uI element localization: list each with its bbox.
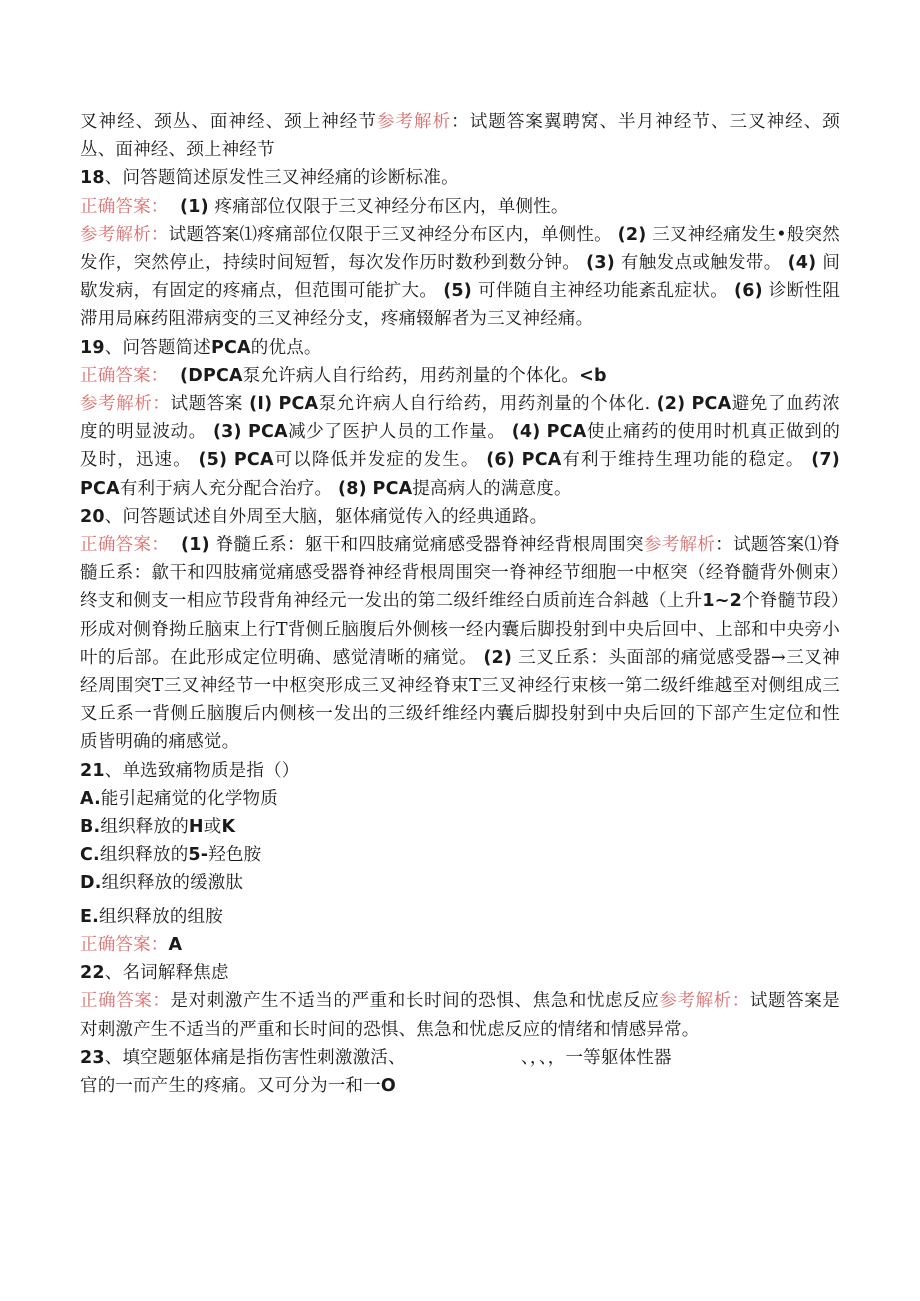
option-b: B.组织释放的H或K bbox=[80, 817, 236, 838]
question-19-answer: 正确答案： (DPCA泵允许病人自行给药，用药剂量的个体化。<b bbox=[80, 365, 607, 386]
question-21-title: 21、单选致痛物质是指（） bbox=[80, 760, 300, 781]
question-19-reference: 参考解析：试题答案 (I) PCA泵允许病人自行给药，用药剂量的个体化. (2) PCA避免了血药浓度的明显波动。 (3) PCA减少了医护人员的工作量。 (4) PCA使止痛药的使用时机真正做到的及时，迅速。 (5) PCA可以降低并发症的发生。 (6) PCA有利于维持生理功能的稳定。 (7) PCA有利于病人充分配合治疗。 (8) PCA提高病人的满意度。 bbox=[80, 394, 841, 499]
question-18-title: 18、问答题简述原发性三叉神经痛的诊断标准。 bbox=[80, 168, 459, 189]
question-23-line2: 官的一而产生的疼痛。又可分为一和一O bbox=[80, 1075, 396, 1096]
question-20-title: 20、问答题试述自外周至大脑，躯体痛觉传入的经典通路。 bbox=[80, 506, 548, 527]
answer-label: 正确答案： bbox=[80, 535, 170, 556]
question-18-answer: 正确答案： (1) 疼痛部位仅限于三叉神经分布区内，单侧性。 bbox=[80, 196, 569, 217]
reference-label: 参考解析 bbox=[643, 535, 716, 556]
answer-label: 正确答案： bbox=[80, 196, 169, 217]
reference-label: 参考解析： bbox=[80, 394, 171, 415]
option-c: C.组织释放的5-羟色胺 bbox=[80, 845, 262, 866]
question-18-reference: 参考解析：试题答案⑴疼痛部位仅限于三叉神经分布区内，单侧性。 (2) 三叉神经痛发生•般突然发作，突然停止，持续时间短暂，每次发作历时数秒到数分钟。 (3) 有触发点或触发带。 (4) 间歇发病，有固定的疼痛点，但范围可能扩大。 (5) 可伴随自主神经功能紊乱症状。 (6) 诊断性阻滞用局麻药阻滞病变的三叉神经分支，疼痛辍解者为三叉神经痛。 bbox=[80, 224, 841, 330]
carryover-paragraph: 叉神经、颈丛、面神经、颈上神经节参考解析：试题答案翼聘窝、半月神经节、三叉神经、颈丛、面神经、颈上神经节 bbox=[80, 112, 840, 161]
question-21-answer: 正确答案：A bbox=[80, 934, 183, 955]
reference-label: 参考解析 bbox=[376, 112, 452, 132]
answer-label: 正确答案： bbox=[80, 934, 169, 955]
answer-label: 正确答案： bbox=[80, 365, 169, 386]
option-d: D.组织释放的缓激肽 bbox=[80, 873, 244, 894]
document-page bbox=[80, 108, 840, 1100]
reference-label: 参考解析： bbox=[80, 224, 169, 245]
question-22-answer: 正确答案：是对刺激产生不适当的严重和长时间的恐惧、焦急和忧虑反应参考解析：试题答案是对刺激产生不适当的严重和长时间的恐惧、焦急和忧虑反应的情绪和情感异常。 bbox=[80, 991, 841, 1040]
reference-label: 参考解析： bbox=[659, 991, 750, 1012]
answer-label: 正确答案： bbox=[80, 991, 171, 1012]
question-20-answer: 正确答案： (1) 脊髓丘系：躯干和四肢痛觉痛感受器脊神经背根周围突参考解析：试题答案⑴脊髓丘系：歙干和四肢痛觉痛感受器脊神经背根周围突一脊神经节细胞一中枢突（经脊髓背外侧束）终支和侧支一相应节段背角神经元一发出的第二级纤维经白质前连合斜越（上升1~2个脊髓节段）形成对侧脊拗丘脑束上行T背侧丘脑腹后外侧核一经内囊后脚投射到中央后回中、上部和中央旁小叶的后部。在此形成定位明确、感觉清晰的痛觉。 (2) 三叉丘系：头面部的痛觉感受器→三叉神经周围突T三叉神经节一中枢突形成三叉神经脊束T三叉神经行束核一第二级纤维越至对侧组成三叉丘系一背侧丘脑腹后内侧核一发出的三级纤维经内囊后脚投射到中央后回的下部产生定位和性质皆明确的痛感觉。 bbox=[80, 535, 840, 753]
question-19-title: 19、问答题简述PCA的优点。 bbox=[80, 337, 322, 358]
question-23-title: 23、填空题躯体痛是指伤害性刺激激活、 、，、，一等躯体性器 bbox=[80, 1047, 672, 1068]
option-e: E.组织释放的组胺 bbox=[80, 906, 223, 927]
option-a: A.能引起痛觉的化学物质 bbox=[80, 788, 278, 809]
question-22-title: 22、名词解释焦虑 bbox=[80, 963, 229, 984]
